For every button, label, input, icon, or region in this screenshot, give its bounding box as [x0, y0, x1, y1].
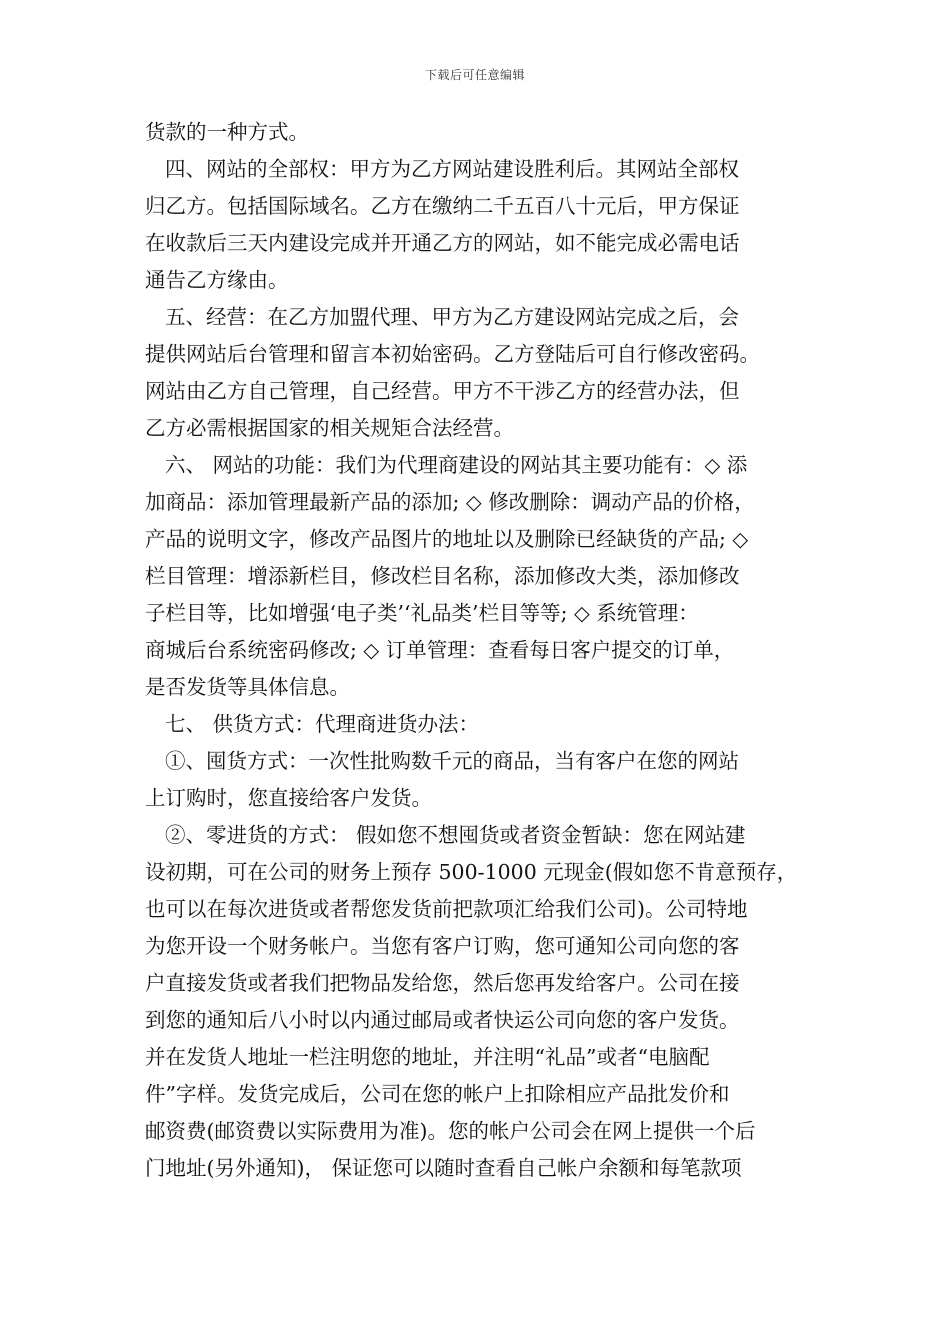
body-line: 并在发货人地址一栏注明您的地址，并注明“礼品”或者“电脑配	[145, 1045, 710, 1069]
body-line: 邮资费(邮资费以实际费用为准)。您的帐户公司会在网上提供一个后	[145, 1119, 756, 1143]
body-line: 户直接发货或者我们把物品发给您，然后您再发给客户。公司在接	[145, 971, 740, 995]
body-line: 归乙方。包括国际域名。乙方在缴纳二千五百八十元后，甲方保证	[145, 194, 740, 218]
body-line: 加商品：添加管理最新产品的添加; ◇ 修改删除：调动产品的价格，	[145, 490, 755, 514]
body-line: 门地址(另外通知)， 保证您可以随时查看自己帐户余额和每笔款项	[145, 1156, 742, 1180]
body-line: 产品的说明文字，修改产品图片的地址以及删除已经缺货的产品; ◇	[145, 527, 749, 551]
body-line: 设初期，可在公司的财务上预存 500-1000 元现金(假如您不肯意预存，	[145, 860, 798, 884]
section-four-heading-line: 四、网站的全部权：甲方为乙方网站建设胜利后。其网站全部权	[165, 157, 739, 181]
body-line: 到您的通知后八小时以内通过邮局或者快运公司向您的客户发货。	[145, 1008, 740, 1032]
body-line: 子栏目等，比如增强‘电子类’‘礼品类’栏目等等; ◇ 系统管理：	[145, 601, 699, 625]
section-five-heading-line: 五、经营：在乙方加盟代理、甲方为乙方建设网站完成之后，会	[165, 305, 739, 329]
body-line: 件”字样。发货完成后，公司在您的帐户上扣除相应产品批发价和	[145, 1082, 730, 1106]
body-line: 为您开设一个财务帐户。当您有客户订购，您可通知公司向您的客	[145, 934, 740, 958]
body-line: 货款的一种方式。	[145, 120, 309, 144]
body-line: 商城后台系统密码修改; ◇ 订单管理：查看每日客户提交的订单，	[145, 638, 735, 662]
section-six-heading-line: 六、 网站的功能：我们为代理商建设的网站其主要功能有：◇ 添	[165, 453, 748, 477]
body-line: 在收款后三天内建设完成并开通乙方的网站，如不能完成必需电话	[145, 231, 740, 255]
body-line: 上订购时，您直接给客户发货。	[145, 786, 432, 810]
body-line: 栏目管理：增添新栏目，修改栏目名称，添加修改大类，添加修改	[145, 564, 740, 588]
page-header-note: 下载后可任意编辑	[424, 68, 525, 82]
section-seven-heading-line: 七、 供货方式：代理商进货办法：	[165, 712, 480, 736]
body-line: 乙方必需根据国家的相关规矩合法经营。	[145, 416, 514, 440]
body-line: 提供网站后台管理和留言本初始密码。乙方登陆后可自行修改密码。	[145, 342, 760, 366]
body-line: 网站由乙方自己管理，自己经营。甲方不干涉乙方的经营办法，但	[145, 379, 740, 403]
item-two-line: ②、零进货的方式： 假如您不想囤货或者资金暂缺：您在网站建	[165, 823, 746, 847]
document-body	[145, 114, 813, 1187]
body-line: 是否发货等具体信息。	[145, 675, 350, 699]
body-line: 通告乙方缘由。	[145, 268, 289, 292]
item-one-line: ①、囤货方式：一次性批购数千元的商品，当有客户在您的网站	[165, 749, 739, 773]
body-line: 也可以在每次进货或者帮您发货前把款项汇给我们公司)。公司特地	[145, 897, 748, 921]
